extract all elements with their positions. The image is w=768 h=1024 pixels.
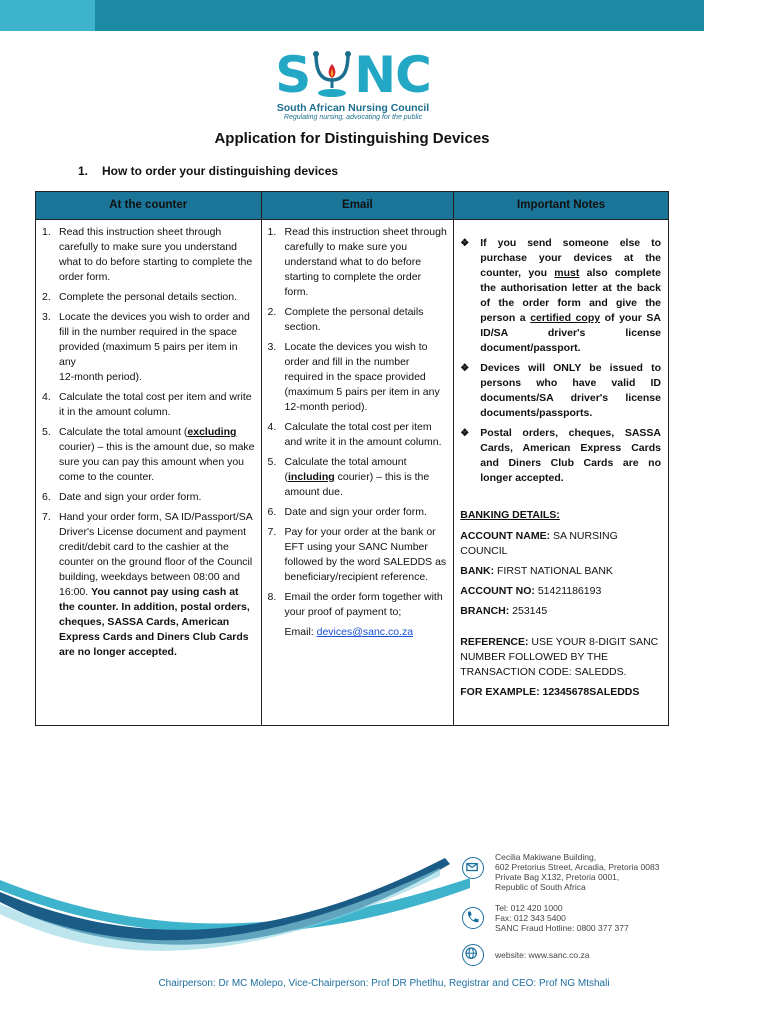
email-address-link[interactable]: devices@sanc.co.za (316, 626, 414, 638)
list-item: 3. Locate the devices you wish to order and fill in the number required in the space provided (maximum 5 pairs per item in any 12-month period). (42, 311, 250, 383)
list-item: 5. Calculate the total amount (excluding courier) – this is the amount due, so make sure you can pay this amount when you come to the counter. (42, 426, 255, 483)
list-item: 7. Pay for your order at the bank or EFT using your SANC Number followed by the word SALEDDS as beneficiary/recipient reference. (267, 526, 447, 583)
phone-text: Tel: 012 420 1000 Fax: 012 343 5400 SANC Fraud Hotline: 0800 377 377 (495, 903, 629, 933)
list-item: 1. Read this instruction sheet through carefully to make sure you understand what to do before starting to complete the order form. (267, 226, 447, 298)
note-payment-methods: ❖ Postal orders, cheques, SASSA Cards, American Express Cards and Diners Club Cards are no longer accepted. (460, 427, 661, 484)
email-label: Email: (284, 626, 317, 638)
payment-reference: REFERENCE: USE YOUR 8-DIGIT SANC NUMBER FOLLOWED BY THE TRANSACTION CODE: SALEDDS. (460, 636, 659, 678)
counter-column (36, 220, 262, 726)
list-item: 1. Read this instruction sheet through carefully to make sure you understand what to do before starting to complete the order form. (42, 226, 253, 283)
list-item: 4. Calculate the total cost per item and write it in the amount column. (267, 421, 442, 448)
stethoscope-flame-icon (310, 50, 354, 100)
envelope-icon (462, 857, 484, 879)
list-item: 3. Locate the devices you wish to order and fill in the number required in the space provided (maximum 5 pairs per item in any 12-month period). (267, 341, 440, 413)
top-banner (0, 0, 704, 31)
list-item: 2. Complete the personal details section. (42, 291, 238, 303)
note-authorisation: ❖ If you send someone else to purchase your devices at the counter, you must also complete the authorisation letter at the back of the order form and give the person a certified copy of your SA ID/SA driver's license document/passport. (460, 237, 661, 354)
instructions-table (35, 191, 669, 726)
logo-letter-s: S (275, 46, 311, 104)
sanc-logo (268, 44, 438, 134)
list-item: 7. Hand your order form, SA ID/Passport/SA Driver's License document and payment credit/debit card to the cashier at the counter on the ground floor of the Council building, weekdays between 08:00 and 16:00. You cannot pay using cash at the counter. In addition, postal orders, cheques, SASSA Cards, American Express Cards and Diners Club Cards are no longer accepted. (42, 511, 253, 658)
important-notes (454, 220, 668, 700)
section-number: 1. (78, 164, 89, 178)
diamond-bullet-icon: ❖ (460, 363, 470, 374)
diamond-bullet-icon: ❖ (460, 238, 470, 249)
diamond-bullet-icon: ❖ (460, 428, 470, 439)
address-text: Cecilia Makiwane Building, 602 Pretorius Street, Arcadia, Pretoria 0083 Private Bag X132, Pretoria 0001, Republic of South Africa (495, 852, 660, 892)
bank-name: BANK: FIRST NATIONAL BANK (460, 565, 613, 577)
document-title: Application for Distinguishing Devices (214, 130, 490, 147)
account-name: ACCOUNT NAME: SA NURSING COUNCIL (460, 530, 618, 557)
reference-example: FOR EXAMPLE: 12345678SALEDDS (460, 686, 640, 698)
logo-letters-nc: NC (354, 46, 431, 104)
section-title: How to order your distinguishing devices (102, 164, 339, 178)
list-item: 2. Complete the personal details section. (267, 306, 424, 333)
phone-icon (462, 907, 484, 929)
organisation-tagline: Regulating nursing, advocating for the public (283, 114, 423, 121)
email-column (261, 220, 454, 726)
email-contact-line (262, 625, 454, 640)
banking-details-heading: BANKING DETAILS: (460, 509, 560, 521)
organisation-name: South African Nursing Council (276, 102, 430, 114)
council-officials: Chairperson: Dr MC Molepo, Vice-Chairperson: Prof DR Phetlhu, Registrar and CEO: Prof NG Mtshali (158, 978, 610, 989)
header-important-notes: Important Notes (454, 192, 669, 220)
note-valid-id: ❖ Devices will ONLY be issued to persons who have valid ID documents/SA driver's license documents/passports. (460, 362, 661, 419)
section-heading (78, 164, 338, 178)
counter-steps-list (36, 220, 261, 660)
list-item: 5. Calculate the total amount (including courier) – this is the amount due. (267, 456, 430, 498)
header-at-the-counter: At the counter (36, 192, 262, 220)
top-banner-accent (0, 0, 95, 31)
notes-column (454, 220, 669, 726)
list-item: 4. Calculate the total cost per item and write it in the amount column. (42, 391, 252, 418)
header-email: Email (261, 192, 454, 220)
globe-icon (462, 944, 484, 966)
email-steps-list (262, 220, 454, 620)
branch-code: BRANCH: 253145 (460, 605, 548, 617)
list-item: 6. Date and sign your order form. (42, 491, 202, 503)
website-text[interactable]: website: www.sanc.co.za (495, 950, 590, 960)
list-item: 8. Email the order form together with your proof of payment to; (267, 591, 443, 618)
list-item: 6. Date and sign your order form. (267, 506, 427, 518)
account-number: ACCOUNT NO: 51421186193 (460, 585, 602, 597)
footer-swoosh-graphic (0, 858, 470, 983)
logo-wordmark (268, 44, 438, 104)
